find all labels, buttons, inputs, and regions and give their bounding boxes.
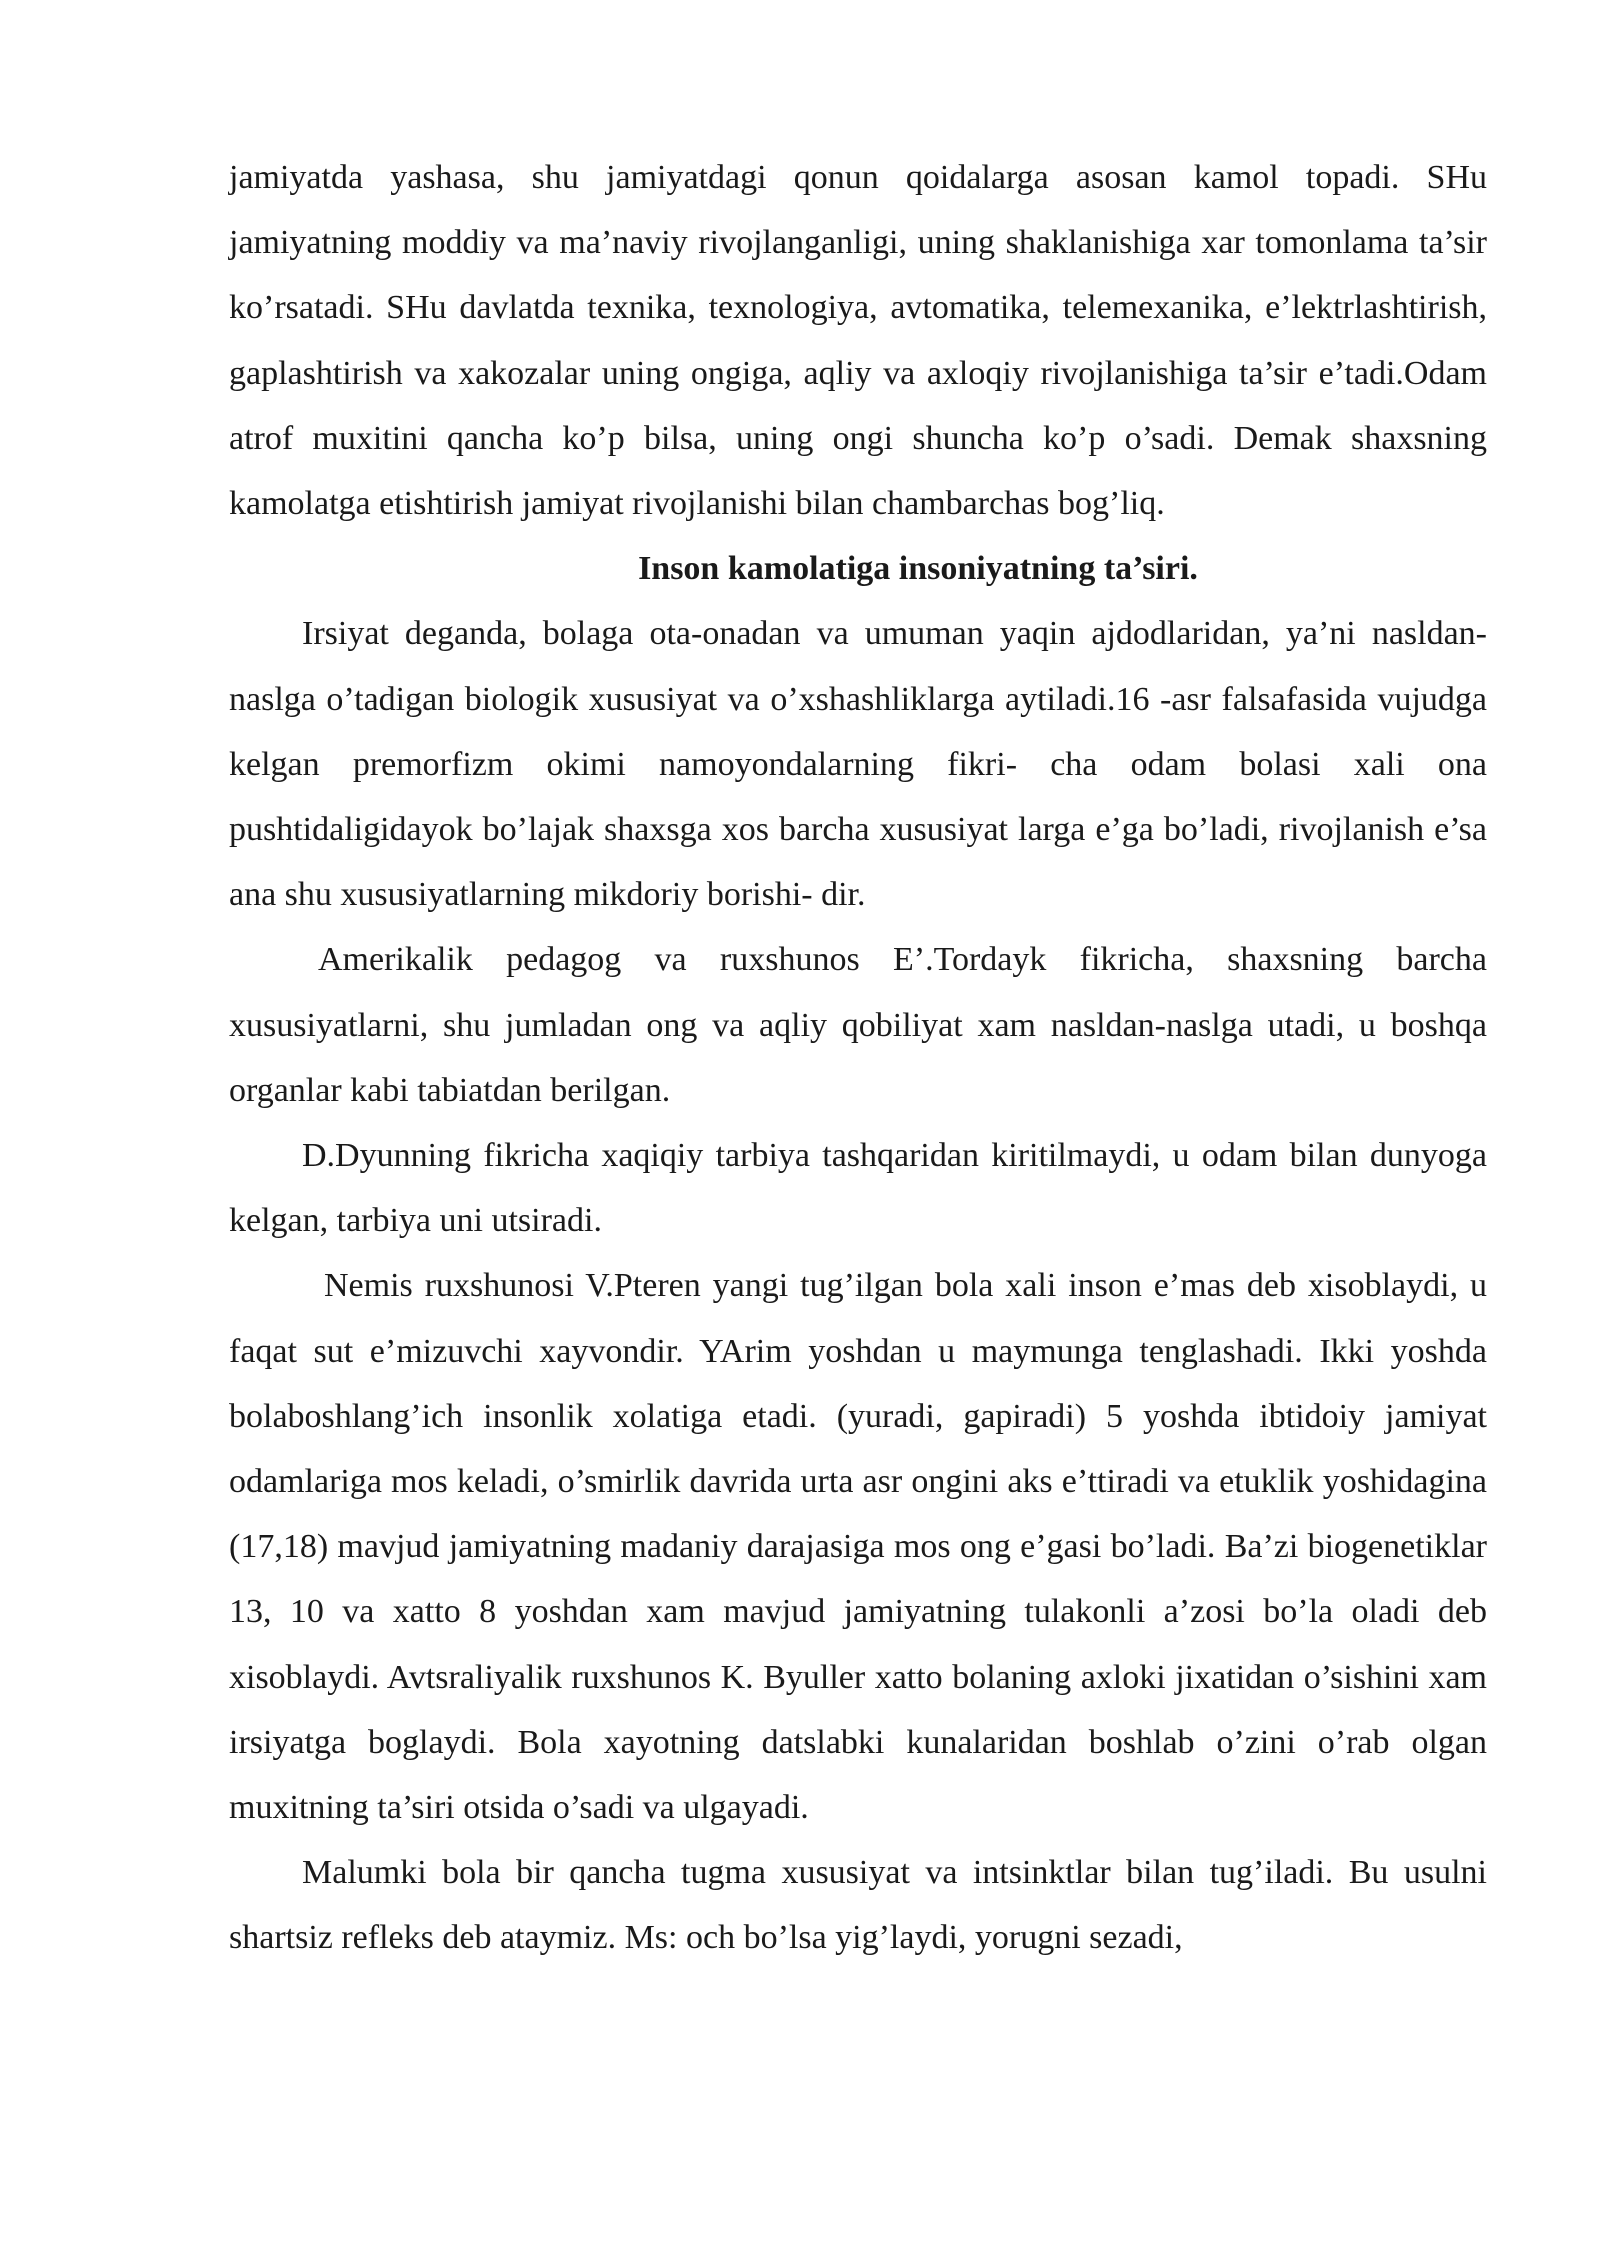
- paragraph-thorndike: Amerikalik pedagog va ruxshunos E’.Tordayk fikricha, shaxsning barcha xususiyatlarni, shu jumladan ong va aqliy qobiliyat xam nasldan-naslga utadi, u boshqa organlar kabi tabiatdan berilgan.: [229, 941, 1487, 1109]
- paragraph-dewey: D.Dyunning fikricha xaqiqiy tarbiya tashqaridan kiritilmaydi, u odam bilan dunyoga kelgan, tarbiya uni utsiradi.: [229, 1137, 1487, 1240]
- paragraph-society-influence: jamiyatda yashasa, shu jamiyatdagi qonun qoidalarga asosan kamol topadi. SHu jamiyatning moddiy va ma’naviy rivojlanganligi, uning shaklanishiga xar tomonlama ta’sir ko’rsatadi. SHu davlatda texnika, texnologiya, avtomatika, telemexanika, e’lektrlashtirish, gaplashtirish va xakozalar uning ongiga, aqliy va axloqiy rivojlanishiga ta’sir e’tadi.Odam atrof muxitini qancha ko’p bilsa, uning ongi shuncha ko’p o’sadi. Demak shaxsning kamolatga etishtirish jamiyat rivojlanishi bilan chambarchas bog’liq.: [229, 159, 1487, 523]
- paragraph-heredity-definition: Irsiyat deganda, bolaga ota-onadan va umuman yaqin ajdodlaridan, ya’ni nasldan-naslga o’tadigan biologik xususiyat va o’xshashliklarga aytiladi.16 -asr falsafasida vujudga kelgan premorfizm okimi namoyondalarning fikri- cha odam bolasi xali ona pushtidaligidayok bo’lajak shaxsga xos barcha xususiyat larga e’ga bo’ladi, rivojlanish e’sa ana shu xususiyatlarning mikdoriy borishi- dir.: [229, 615, 1487, 914]
- text-column: [229, 145, 1487, 1971]
- section-heading: Inson kamolatiga insoniyatning ta’siri.: [638, 550, 1198, 588]
- paragraph-stern: Nemis ruxshunosi V.Pteren yangi tug’ilgan bola xali inson e’mas deb xisoblaydi, u faqat sut e’mizuvchi xayvondir. YArim yoshdan u maymunga tenglashadi. Ikki yoshda bolaboshlang’ich insonlik xolatiga etadi. (yuradi, gapiradi) 5 yoshda ibtidoiy jamiyat odamlariga mos keladi, o’smirlik davrida urta asr ongini aks e’ttiradi va etuklik yoshidagina (17,18) mavjud jamiyatning madaniy darajasiga mos ong e’gasi bo’ladi. Ba’zi biogenetiklar 13, 10 va xatto 8 yoshdan xam mavjud jamiyatning tulakonli a’zosi bo’la oladi deb xisoblaydi. Avtsraliyalik ruxshunos K. Byuller xatto bolaning axloki jixatidan o’sishini xam irsiyatga boglaydi. Bola xayotning datslabki kunalaridan boshlab o’zini o’rab olgan muxitning ta’siri otsida o’sadi va ulgayadi.: [229, 1267, 1487, 1827]
- paragraph-innate-traits: Malumki bola bir qancha tugma xususiyat va intsinktlar bilan tug’iladi. Bu usulni shartsiz refleks deb ataymiz. Ms: och bo’lsa yig’laydi, yorugni sezadi,: [229, 1854, 1487, 1957]
